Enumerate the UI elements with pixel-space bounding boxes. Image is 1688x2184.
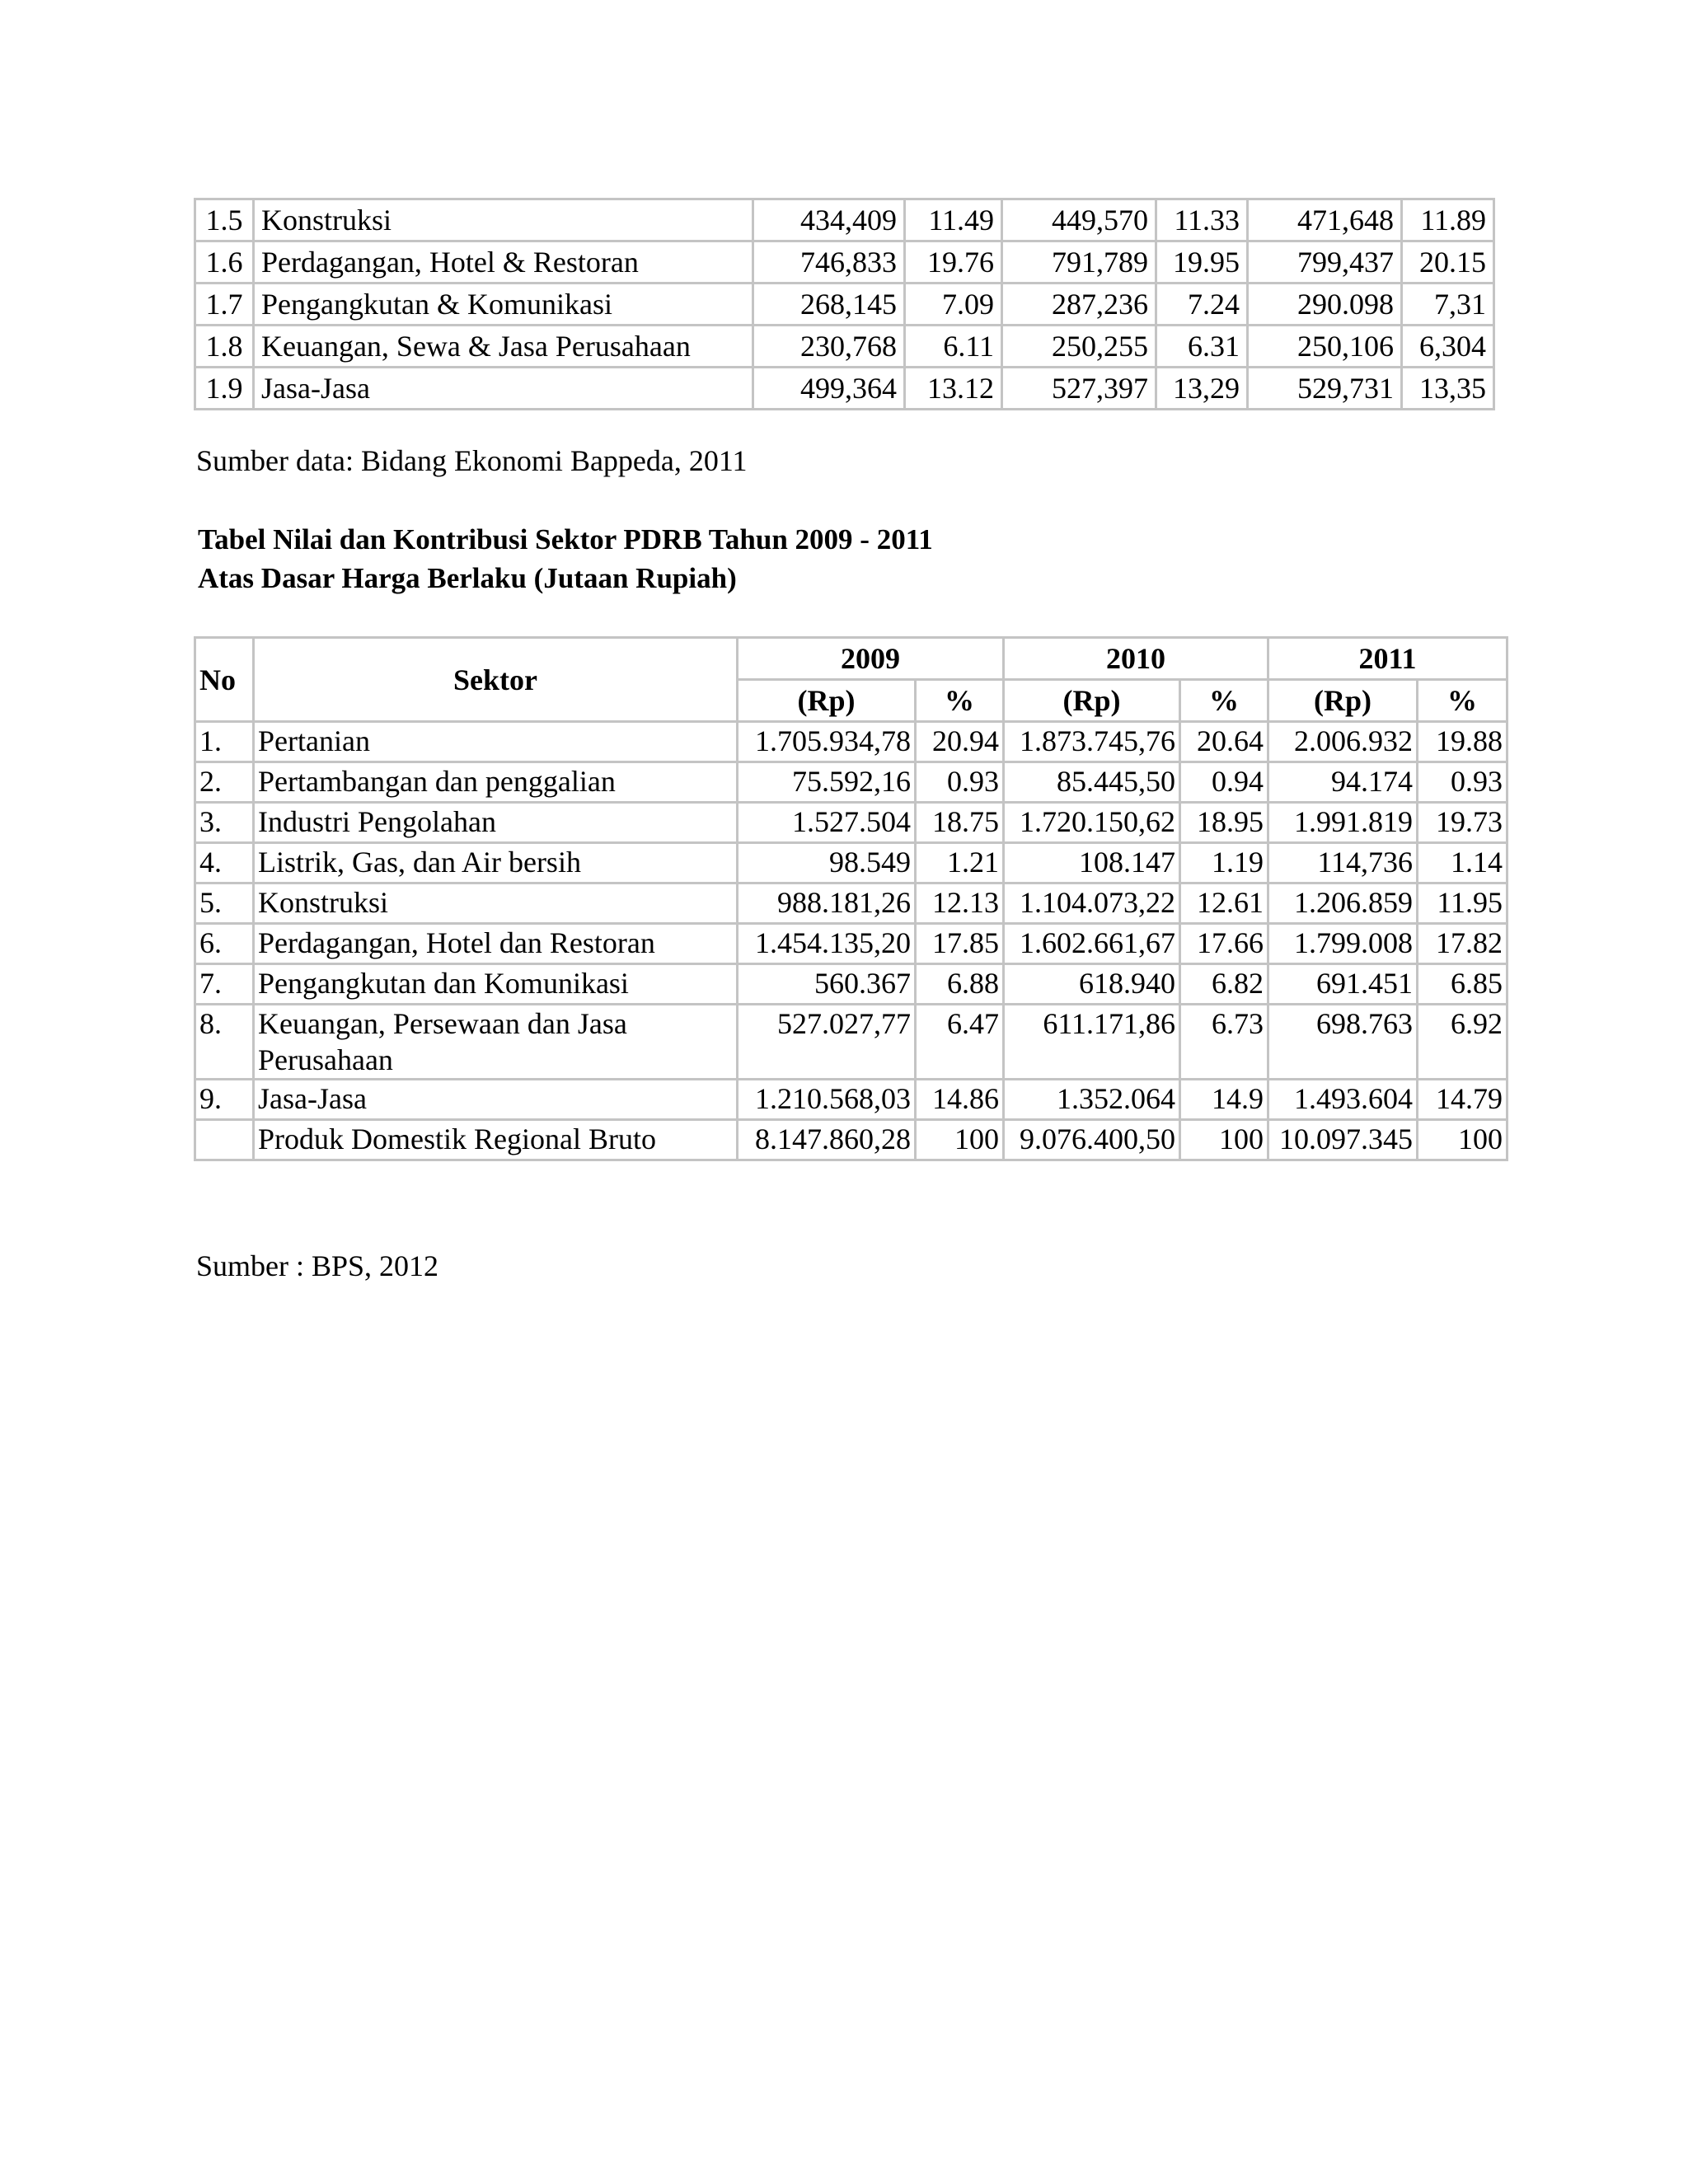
cell-sektor: Pertanian <box>254 722 738 762</box>
header-rp: (Rp) <box>738 680 916 722</box>
header-sektor: Sektor <box>254 638 738 722</box>
cell-value-2009: 746,833 <box>753 241 905 284</box>
cell-pct-2011: 1.14 <box>1418 843 1507 883</box>
cell-value-2010: 449,570 <box>1002 199 1156 241</box>
cell-pct-2010: 19.95 <box>1156 241 1248 284</box>
cell-sektor: Industri Pengolahan <box>254 803 738 843</box>
cell-pct-2011: 7,31 <box>1402 284 1494 326</box>
cell-value-2010: 287,236 <box>1002 284 1156 326</box>
table-row <box>195 1080 1507 1120</box>
cell-value-2011: 10.097.345 <box>1268 1120 1418 1160</box>
cell-pct-2010: 18.95 <box>1180 803 1268 843</box>
cell-pct-2009: 11.49 <box>905 199 1002 241</box>
cell-value-2009: 560.367 <box>738 964 916 1005</box>
cell-pct-2010: 20.64 <box>1180 722 1268 762</box>
source-note-bappeda: Sumber data: Bidang Ekonomi Bappeda, 2011 <box>196 444 748 477</box>
cell-pct-2011: 11.89 <box>1402 199 1494 241</box>
table-row <box>195 762 1507 803</box>
cell-value-2010: 527,397 <box>1002 368 1156 410</box>
table-row <box>195 1120 1507 1160</box>
cell-pct-2011: 100 <box>1418 1120 1507 1160</box>
cell-pct-2011: 13,35 <box>1402 368 1494 410</box>
cell-pct-2011: 20.15 <box>1402 241 1494 284</box>
cell-pct-2010: 1.19 <box>1180 843 1268 883</box>
table-row <box>195 722 1507 762</box>
header-rp: (Rp) <box>1004 680 1180 722</box>
table-title-line2: Atas Dasar Harga Berlaku (Jutaan Rupiah) <box>198 562 737 594</box>
cell-no: 8. <box>195 1005 254 1080</box>
cell-value-2009: 268,145 <box>753 284 905 326</box>
cell-value-2010: 1.602.661,67 <box>1004 924 1180 964</box>
cell-value-2010: 1.873.745,76 <box>1004 722 1180 762</box>
cell-pct-2011: 14.79 <box>1418 1080 1507 1120</box>
cell-no <box>195 1120 254 1160</box>
cell-pct-2009: 18.75 <box>916 803 1004 843</box>
cell-no: 2. <box>195 762 254 803</box>
cell-value-2011: 471,648 <box>1248 199 1402 241</box>
cell-value-2010: 108.147 <box>1004 843 1180 883</box>
source-note-bps: Sumber : BPS, 2012 <box>196 1249 439 1282</box>
cell-pct-2011: 19.73 <box>1418 803 1507 843</box>
header-rp: (Rp) <box>1268 680 1418 722</box>
cell-pct-2011: 6.85 <box>1418 964 1507 1005</box>
cell-pct-2009: 6.11 <box>905 326 1002 368</box>
cell-value-2010: 611.171,86 <box>1004 1005 1180 1080</box>
header-pct: % <box>916 680 1004 722</box>
cell-pct-2010: 6.82 <box>1180 964 1268 1005</box>
cell-value-2009: 8.147.860,28 <box>738 1120 916 1160</box>
header-year-2011: 2011 <box>1268 638 1507 680</box>
cell-no: 1.6 <box>195 241 254 284</box>
table-row <box>195 284 1494 326</box>
cell-sektor: Konstruksi <box>254 883 738 924</box>
header-year-2010: 2010 <box>1004 638 1268 680</box>
cell-pct-2009: 7.09 <box>905 284 1002 326</box>
cell-value-2011: 691.451 <box>1268 964 1418 1005</box>
header-pct: % <box>1418 680 1507 722</box>
cell-pct-2009: 14.86 <box>916 1080 1004 1120</box>
cell-value-2009: 434,409 <box>753 199 905 241</box>
cell-value-2011: 250,106 <box>1248 326 1402 368</box>
cell-no: 1.7 <box>195 284 254 326</box>
cell-value-2011: 1.799.008 <box>1268 924 1418 964</box>
cell-pct-2009: 6.47 <box>916 1005 1004 1080</box>
cell-value-2011: 799,437 <box>1248 241 1402 284</box>
cell-value-2010: 791,789 <box>1002 241 1156 284</box>
cell-value-2011: 2.006.932 <box>1268 722 1418 762</box>
cell-pct-2011: 6.92 <box>1418 1005 1507 1080</box>
cell-pct-2010: 14.9 <box>1180 1080 1268 1120</box>
cell-sektor: Listrik, Gas, dan Air bersih <box>254 843 738 883</box>
cell-sektor: Produk Domestik Regional Bruto <box>254 1120 738 1160</box>
cell-pct-2009: 1.21 <box>916 843 1004 883</box>
cell-pct-2009: 12.13 <box>916 883 1004 924</box>
cell-value-2009: 527.027,77 <box>738 1005 916 1080</box>
cell-sektor: Pengangkutan & Komunikasi <box>254 284 753 326</box>
cell-sektor: Pengangkutan dan Komunikasi <box>254 964 738 1005</box>
cell-pct-2011: 6,304 <box>1402 326 1494 368</box>
cell-sektor: Jasa-Jasa <box>254 1080 738 1120</box>
header-pct: % <box>1180 680 1268 722</box>
cell-pct-2011: 0.93 <box>1418 762 1507 803</box>
cell-value-2009: 75.592,16 <box>738 762 916 803</box>
table-row <box>195 924 1507 964</box>
cell-pct-2009: 19.76 <box>905 241 1002 284</box>
cell-value-2009: 499,364 <box>753 368 905 410</box>
table-row <box>195 241 1494 284</box>
cell-no: 6. <box>195 924 254 964</box>
cell-sektor: Perdagangan, Hotel dan Restoran <box>254 924 738 964</box>
cell-value-2010: 85.445,50 <box>1004 762 1180 803</box>
cell-sektor: Jasa-Jasa <box>254 368 753 410</box>
cell-value-2010: 1.104.073,22 <box>1004 883 1180 924</box>
cell-value-2011: 290.098 <box>1248 284 1402 326</box>
cell-pct-2011: 19.88 <box>1418 722 1507 762</box>
cell-no: 7. <box>195 964 254 1005</box>
header-year-2009: 2009 <box>738 638 1004 680</box>
cell-value-2009: 1.527.504 <box>738 803 916 843</box>
cell-pct-2009: 20.94 <box>916 722 1004 762</box>
cell-pct-2010: 6.31 <box>1156 326 1248 368</box>
cell-no: 1. <box>195 722 254 762</box>
cell-pct-2010: 7.24 <box>1156 284 1248 326</box>
cell-value-2009: 1.454.135,20 <box>738 924 916 964</box>
cell-no: 1.5 <box>195 199 254 241</box>
cell-value-2011: 94.174 <box>1268 762 1418 803</box>
cell-pct-2011: 11.95 <box>1418 883 1507 924</box>
cell-value-2011: 1.991.819 <box>1268 803 1418 843</box>
table-row <box>195 843 1507 883</box>
cell-value-2009: 230,768 <box>753 326 905 368</box>
cell-value-2011: 114,736 <box>1268 843 1418 883</box>
cell-pct-2009: 100 <box>916 1120 1004 1160</box>
cell-value-2009: 1.210.568,03 <box>738 1080 916 1120</box>
table-row <box>195 326 1494 368</box>
cell-pct-2009: 0.93 <box>916 762 1004 803</box>
cell-pct-2010: 12.61 <box>1180 883 1268 924</box>
cell-pct-2009: 17.85 <box>916 924 1004 964</box>
cell-sektor: Perdagangan, Hotel & Restoran <box>254 241 753 284</box>
cell-sektor: Keuangan, Sewa & Jasa Perusahaan <box>254 326 753 368</box>
cell-pct-2011: 17.82 <box>1418 924 1507 964</box>
cell-no: 4. <box>195 843 254 883</box>
cell-pct-2009: 6.88 <box>916 964 1004 1005</box>
cell-value-2010: 618.940 <box>1004 964 1180 1005</box>
cell-value-2011: 529,731 <box>1248 368 1402 410</box>
cell-no: 5. <box>195 883 254 924</box>
cell-value-2009: 1.705.934,78 <box>738 722 916 762</box>
sector-table-continued <box>194 198 1495 410</box>
table-row <box>195 1005 1507 1080</box>
cell-no: 3. <box>195 803 254 843</box>
cell-value-2009: 988.181,26 <box>738 883 916 924</box>
cell-sektor: Keuangan, Persewaan dan Jasa Perusahaan <box>254 1005 738 1080</box>
table-row <box>195 883 1507 924</box>
cell-value-2011: 1.206.859 <box>1268 883 1418 924</box>
cell-value-2010: 1.352.064 <box>1004 1080 1180 1120</box>
cell-pct-2010: 100 <box>1180 1120 1268 1160</box>
cell-value-2011: 1.493.604 <box>1268 1080 1418 1120</box>
cell-no: 9. <box>195 1080 254 1120</box>
table-row <box>195 964 1507 1005</box>
cell-pct-2010: 13,29 <box>1156 368 1248 410</box>
cell-pct-2010: 17.66 <box>1180 924 1268 964</box>
cell-value-2009: 98.549 <box>738 843 916 883</box>
cell-pct-2009: 13.12 <box>905 368 1002 410</box>
table-title-line1: Tabel Nilai dan Kontribusi Sektor PDRB Tahun 2009 - 2011 <box>198 523 933 555</box>
table-row <box>195 368 1494 410</box>
cell-no: 1.9 <box>195 368 254 410</box>
cell-no: 1.8 <box>195 326 254 368</box>
cell-pct-2010: 0.94 <box>1180 762 1268 803</box>
header-no: No <box>195 638 254 722</box>
cell-value-2010: 250,255 <box>1002 326 1156 368</box>
cell-value-2010: 1.720.150,62 <box>1004 803 1180 843</box>
cell-pct-2010: 11.33 <box>1156 199 1248 241</box>
cell-sektor: Pertambangan dan penggalian <box>254 762 738 803</box>
cell-value-2011: 698.763 <box>1268 1005 1418 1080</box>
cell-sektor: Konstruksi <box>254 199 753 241</box>
table-row <box>195 803 1507 843</box>
cell-pct-2010: 6.73 <box>1180 1005 1268 1080</box>
pdrb-table <box>194 636 1508 1161</box>
table-row <box>195 199 1494 241</box>
cell-value-2010: 9.076.400,50 <box>1004 1120 1180 1160</box>
